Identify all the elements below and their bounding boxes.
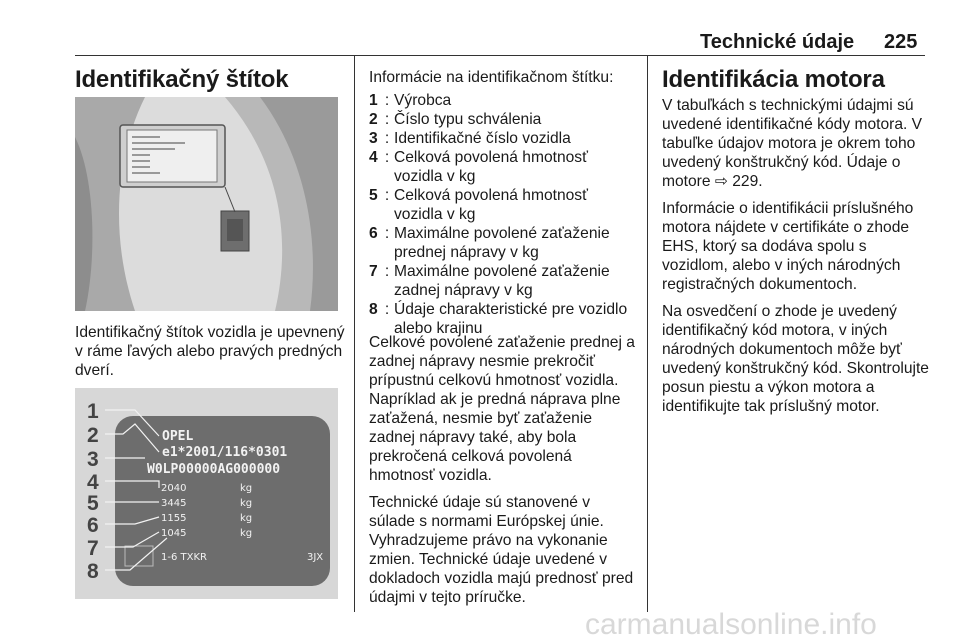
list-item: 2 : Číslo typu schválenia	[369, 111, 542, 128]
list-item: 6 : Maximálne povolené zaťaženie prednej nápravy v kg	[369, 225, 610, 261]
list-item: 3 : Identifikačné číslo vozidla	[369, 130, 571, 147]
callout-3: 3	[87, 448, 99, 471]
list-item: 8 : Údaje charakteristické pre vozidlo alebo krajinu	[369, 301, 628, 337]
diagram-row-7: 1045	[161, 528, 187, 539]
engine-para-1: V tabuľkách s technickými údajmi sú uvedené identifikačné kódy motora. V tabuľke údajov motora je okrem toho uvedený konštrukčný kód. Údaje o motore ⇨ 229.	[662, 97, 923, 190]
column-divider-1	[354, 56, 355, 612]
section-heading-id-plate: Identifikačný štítok	[75, 66, 289, 93]
callout-7: 7	[87, 537, 99, 560]
watermark: carmanualsonline.info	[585, 608, 877, 641]
diagram-bottom-right: 3JX	[307, 552, 324, 563]
door-frame-photo	[75, 97, 338, 311]
engine-para-3: Na osvedčení o zhode je uvedený identifikačný kód motora, v iných národných dokumentoch môže byť uvedený konštrukčný kód. Skontrolujte posun piestu a výkon motora a identifikujte tak príslušný motor.	[662, 303, 929, 415]
list-item: 7 : Maximálne povolené zaťaženie zadnej nápravy v kg	[369, 263, 610, 299]
header-rule	[75, 55, 925, 56]
section-heading-engine-id: Identifikácia motora	[662, 66, 885, 93]
list-item: 5 : Celková povolená hmotnosť vozidla v kg	[369, 187, 588, 223]
engine-id-body	[662, 96, 930, 424]
plate-info-body	[369, 333, 635, 615]
diagram-row-5: 3445	[161, 498, 187, 509]
callout-1: 1	[87, 400, 99, 423]
list-item: 1 : Výrobca	[369, 92, 452, 109]
diagram-unit-3: kg	[240, 513, 253, 524]
diagram-row-1: OPEL	[162, 429, 194, 444]
list-item: 4 : Celková povolená hmotnosť vozidla v kg	[369, 149, 588, 185]
callout-4: 4	[87, 471, 99, 494]
diagram-unit-1: kg	[240, 483, 253, 494]
callout-6: 6	[87, 514, 99, 537]
plate-info-list	[369, 91, 639, 338]
diagram-unit-2: kg	[240, 498, 253, 509]
callout-5: 5	[87, 492, 99, 515]
diagram-row-6: 1155	[161, 513, 187, 524]
page-header-title: Technické údaje	[700, 31, 855, 53]
diagram-bottom-left: 1-6 TXKR	[161, 552, 207, 563]
callout-2: 2	[87, 424, 99, 447]
diagram-row-4: 2040	[161, 483, 187, 494]
id-plate-diagram	[75, 388, 338, 599]
page-number: 225	[884, 31, 918, 53]
load-paragraph: Celkové povolené zaťaženie prednej a zadnej nápravy nesmie prekročiť prípustnú celkovú hmotnosť vozidla. Napríklad ak je predná náprava plne zaťažená, nesmie byť zaťaženie zadnej nápravy také, aby bola prekročená celková povolená hmotnosť vozidla.	[369, 334, 635, 484]
callout-8: 8	[87, 560, 99, 583]
standards-paragraph: Technické údaje sú stanovené v súlade s normami Európskej únie. Vyhradzujeme právo na vykonanie zmien. Technické údaje uvedené v dokladoch vozidla majú prednosť pred údajmi v tejto príručke.	[369, 494, 634, 606]
column-divider-2	[647, 56, 648, 612]
diagram-row-3: W0LP00000AG000000	[147, 462, 281, 477]
id-plate-caption: Identifikačný štítok vozidla je upevnený v ráme ľavých alebo pravých predných dverí.	[75, 324, 345, 379]
plate-info-intro: Informácie na identifikačnom štítku:	[369, 69, 614, 86]
engine-para-2: Informácie o identifikácii príslušného motora nájdete v certifikáte o zhode EHS, ktorý sa dodáva spolu s vozidlom, alebo v iných národných registračných dokumentoch.	[662, 200, 914, 293]
diagram-row-2: e1*2001/116*0301	[162, 445, 288, 460]
diagram-unit-4: kg	[240, 528, 253, 539]
